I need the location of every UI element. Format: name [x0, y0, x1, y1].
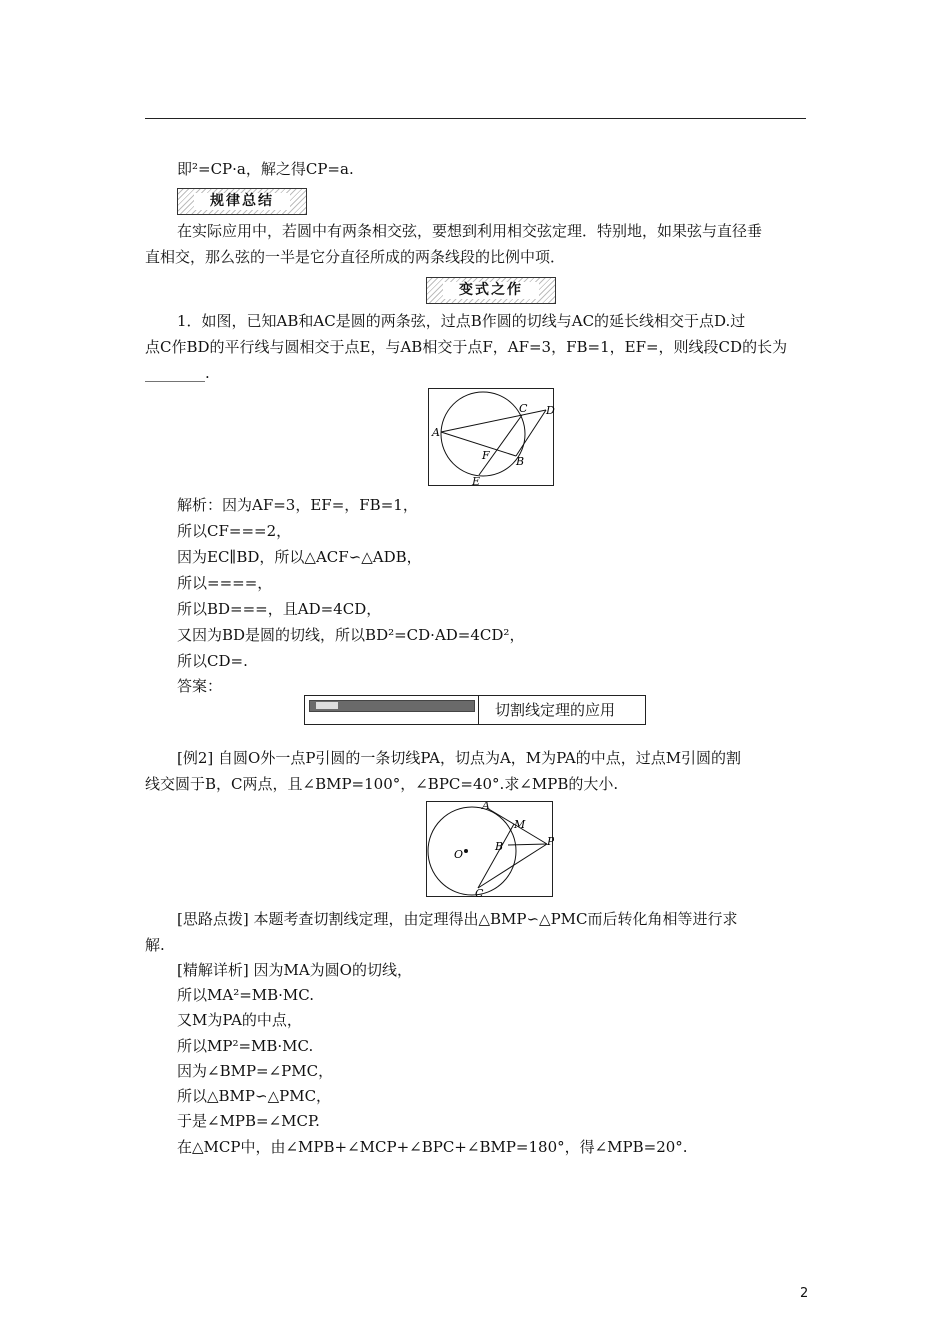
text-line: 所以CF===2， [177, 522, 292, 540]
label-C: C [475, 887, 484, 898]
label-F: F [482, 449, 490, 462]
text-line: 于是∠MPB=∠MCP. [177, 1112, 320, 1130]
label-A: A [482, 799, 490, 812]
answer-blank: ________. [145, 364, 210, 382]
topic-tag-mark [316, 702, 338, 709]
label-C: C [519, 402, 528, 415]
header-rule [145, 118, 806, 119]
label-O: O [454, 848, 464, 861]
text-line: 答案： [177, 677, 223, 695]
topic-label: 切割线定理的应用 [495, 701, 616, 719]
figure-2-drawing [427, 799, 554, 898]
text-line: 在△MCP中，由∠MPB+∠MCP+∠BPC+∠BMP=180°，得∠MPB=20°. [177, 1138, 688, 1156]
text-line: 所以CD=. [177, 652, 248, 670]
banner-label: 规律总结 [194, 193, 290, 210]
text-line: [思路点拨] 本题考查切割线定理，由定理得出△BMP∽△PMC而后转化角相等进行求 [177, 910, 738, 928]
page-number: 2 [800, 1286, 809, 1301]
text-line: 点C作BD的平行线与圆相交于点E，与AB相交于点F，AF=3，FB=1，EF=，则线段CD的长为 [145, 338, 788, 356]
section-banner-variation [426, 277, 556, 304]
topic-tag [309, 700, 475, 712]
label-B: B [495, 840, 504, 853]
label-B: B [516, 455, 525, 468]
text-line: 因为EC∥BD，所以△ACF∽△ADB， [177, 548, 422, 566]
text-line: 在实际应用中，若圆中有两条相交弦，要想到利用相交弦定理．特别地，如果弦与直径垂 [177, 222, 763, 240]
topic-divider [478, 696, 479, 724]
text-line: 直相交，那么弦的一半是它分直径所成的两条线段的比例中项． [145, 248, 566, 266]
text-line: 又因为BD是圆的切线，所以BD²=CD·AD=4CD²， [177, 626, 525, 644]
text-line: 又M为PA的中点， [177, 1011, 302, 1029]
text-line: 线交圆于B，C两点，且∠BMP=100°，∠BPC=40°.求∠MPB的大小. [145, 775, 619, 793]
text-line: 所以MP²=MB·MC. [177, 1037, 314, 1055]
figure-2 [426, 801, 553, 897]
section-banner-rule-summary [177, 188, 307, 215]
text-line: 解析：因为AF=3，EF=，FB=1， [177, 496, 418, 514]
label-E: E [472, 475, 481, 488]
text-line: 所以MA²=MB·MC. [177, 986, 314, 1004]
label-P: P [547, 835, 554, 848]
label-A: A [432, 426, 440, 439]
text-line: 1．如图，已知AB和AC是圆的两条弦，过点B作圆的切线与AC的延长线相交于点D.过 [177, 312, 746, 330]
label-M: M [514, 818, 526, 831]
text-line: 解. [145, 936, 165, 954]
topic-header [304, 695, 646, 725]
text-line: 所以====， [177, 574, 273, 592]
text-line: 所以△BMP∽△PMC， [177, 1087, 332, 1105]
figure-1 [428, 388, 554, 486]
text-line: 因为∠BMP=∠PMC， [177, 1062, 334, 1080]
text-line: [例2] 自圆O外一点P引圆的一条切线PA，切点为A，M为PA的中点，过点M引圆的割 [177, 749, 742, 767]
label-D: D [546, 404, 555, 417]
text-line: 所以BD===，且AD=4CD， [177, 600, 382, 618]
banner-label: 变式之作 [443, 282, 539, 299]
text-line: [精解详析] 因为MA为圆O的切线， [177, 961, 412, 979]
text-line: 即²=CP·a，解之得CP=a. [177, 160, 354, 178]
figure-1-drawing [429, 389, 555, 487]
